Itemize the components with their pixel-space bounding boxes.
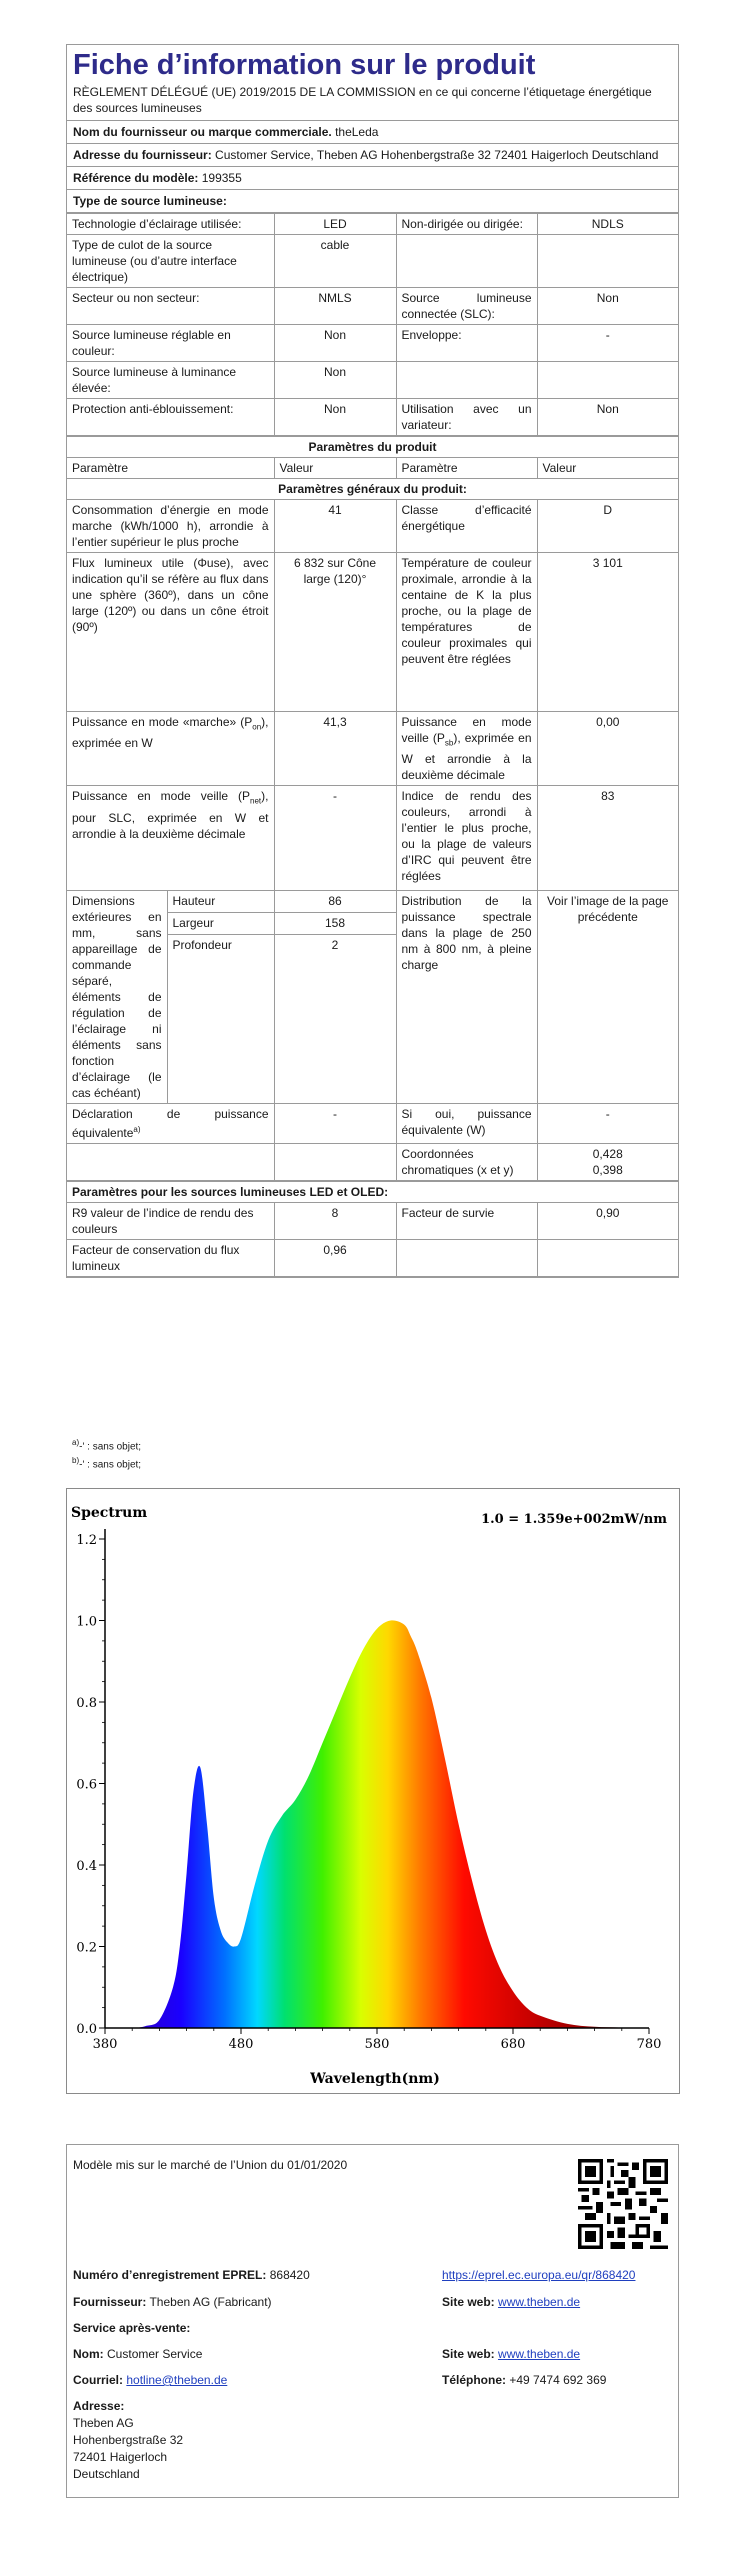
cell-value: - [274, 1104, 396, 1144]
supplier-address-value: Customer Service, Theben AG Hohenbergstraße 32 72401 Haigerloch Deutschland [215, 148, 659, 162]
table-row [67, 325, 678, 362]
supplier-address-label: Adresse du fournisseur: [73, 148, 212, 162]
table-row [67, 288, 678, 325]
cell-value [537, 235, 678, 288]
table-row [67, 891, 678, 913]
cell-label: Enveloppe: [396, 325, 537, 362]
psb-label-end: ), exprimée en W et arrondie à la deuxième décimale [401, 731, 532, 783]
eprel-card [66, 2144, 679, 2498]
cell-value: 0,90 [537, 1203, 678, 1240]
table-row [67, 712, 678, 786]
email-label: Courriel: [73, 2373, 124, 2387]
cell-value: - [537, 1104, 678, 1144]
address-line: Deutschland [73, 2467, 140, 2481]
supplier-name-row [67, 121, 678, 144]
address-heading: Adresse: [73, 2399, 125, 2413]
supplier-name-label: Nom du fournisseur ou marque commerciale. [73, 125, 332, 139]
service-website-label: Site web: [442, 2347, 495, 2361]
model-reference-label: Référence du modèle: [73, 171, 199, 185]
cell-label: Non-dirigée ou dirigée: [396, 214, 537, 235]
plot-area [76, 1529, 661, 2052]
cell-value [537, 362, 678, 399]
supplier-name-value: theLeda [335, 125, 379, 139]
general-params-heading: Paramètres généraux du produit: [67, 479, 678, 500]
column-header: Valeur [274, 458, 396, 479]
service-name-label: Nom: [73, 2347, 104, 2361]
pnet-label: Puissance en mode veille (P [72, 789, 251, 804]
cell-value: 41,3 [274, 712, 396, 786]
cell-value: 3 101 [537, 553, 678, 712]
cell-value [537, 1144, 678, 1181]
cell-value: Non [274, 399, 396, 436]
pon-label: Puissance en mode «marche» (P [72, 715, 253, 729]
y-tick-label: 0.4 [76, 1859, 97, 1874]
cell-value: 41 [274, 500, 396, 553]
service-website-row [442, 2346, 580, 2362]
dimensions-label: Dimensions extérieures en mm, sans appareillage de commande séparé, éléments de régulation de l’éclairage ni éléments sans fonction d’éclairage (le cas échéant) [67, 891, 167, 1104]
phone-row [442, 2372, 606, 2388]
cell-value: LED [274, 214, 396, 235]
supplier-value: Theben AG (Fabricant) [149, 2295, 272, 2309]
x-tick-label: 780 [636, 2037, 662, 2052]
service-name-value: Customer Service [107, 2347, 203, 2361]
dimension-depth-label: Profondeur [167, 935, 274, 1104]
cell-label: Utilisation avec un variateur: [396, 399, 537, 436]
cell-label [67, 786, 274, 891]
dimension-height-value: 86 [274, 891, 396, 913]
source-type-heading-text: Type de source lumineuse: [73, 194, 227, 208]
cell-label [396, 712, 537, 786]
x-tick-label: 380 [92, 2037, 118, 2052]
email-row [73, 2372, 227, 2388]
cell-label: Source lumineuse à luminance élevée: [67, 362, 274, 399]
cell-label: Secteur ou non secteur: [67, 288, 274, 325]
table-row [67, 399, 678, 436]
eprel-number-value: 868420 [269, 2268, 310, 2282]
cell-label: Source lumineuse réglable en couleur: [67, 325, 274, 362]
cell-label: Indice de rendu des couleurs, arrondi à l’entier le plus proche, ou la plage de valeurs d’IRC qui peuvent être réglées [396, 786, 537, 891]
footnote-mark: a) [72, 1438, 80, 1447]
spectrum-area [105, 1620, 649, 2028]
supplier-address-row [67, 144, 678, 167]
cell-value: NMLS [274, 288, 396, 325]
product-information-sheet [66, 44, 679, 1278]
y-tick-label: 1.2 [76, 1533, 97, 1548]
qr-code-icon [578, 2159, 668, 2249]
eprel-link[interactable]: https://eprel.ec.europa.eu/qr/868420 [442, 2268, 636, 2282]
x-axis-label: Wavelength(nm) [310, 2071, 440, 2087]
cell-empty [274, 1144, 396, 1181]
website-row [442, 2294, 580, 2310]
pon-label-end: ), exprimée en W [72, 715, 269, 751]
after-sales-heading: Service après-vente: [73, 2321, 191, 2335]
column-header: Paramètre [67, 458, 274, 479]
y-tick-label: 0.8 [76, 1696, 97, 1711]
eprel-number-label: Numéro d’enregistrement EPREL: [73, 2268, 267, 2282]
table-row [67, 214, 678, 235]
cell-label [396, 235, 537, 288]
table-row [67, 1203, 678, 1240]
x-tick-label: 480 [228, 2037, 254, 2052]
cell-value: 83 [537, 786, 678, 891]
cell-label: Classe d’efficacité énergétique [396, 500, 537, 553]
psb-subscript: sb [444, 738, 454, 748]
cell-value: Non [537, 399, 678, 436]
equivalent-power-label: Déclaration de puissance équivalente [72, 1107, 269, 1141]
footnote-text: -' : sans objet; [79, 1441, 142, 1453]
table-row [67, 500, 678, 553]
address-line: Hohenbergstraße 32 [73, 2433, 184, 2447]
footnote-mark: b) [72, 1456, 80, 1465]
y-tick-label: 0.6 [76, 1777, 97, 1793]
cell-label [67, 712, 274, 786]
footnote-text: -' : sans objet; [79, 1459, 142, 1471]
chroma-x-value: 0,428 [592, 1147, 623, 1162]
column-header: Paramètre [396, 458, 537, 479]
phone-label: Téléphone: [442, 2373, 507, 2387]
column-header: Valeur [537, 458, 678, 479]
dimension-height-label: Hauteur [167, 891, 274, 913]
table-row [67, 786, 678, 891]
cell-value: D [537, 500, 678, 553]
address-line: Theben AG [73, 2416, 134, 2430]
spectral-distribution-label: Distribution de la puissance spectrale dans la plage de 250 nm à 800 nm, à pleine charge [396, 891, 537, 1104]
led-params-heading: Paramètres pour les sources lumineuses LED et OLED: [67, 1182, 678, 1203]
service-name-row [73, 2346, 202, 2362]
table-row [67, 553, 678, 712]
y-tick-label: 0.2 [76, 1940, 97, 1956]
email-link[interactable]: hotline@theben.de [126, 2373, 228, 2387]
dimension-depth-value: 2 [274, 935, 396, 1104]
chart-title: Spectrum [71, 1505, 148, 1521]
cell-value: Non [274, 362, 396, 399]
cell-value: 6 832 sur Cône large (120)° [274, 553, 396, 712]
pnet-label-end: ), pour SLC, exprimée en W et arrondie à la deuxième décimale [72, 789, 269, 841]
cell-empty [67, 1144, 274, 1181]
y-tick-label: 0.0 [76, 2022, 97, 2037]
table-row [67, 479, 678, 500]
table-row [67, 1104, 678, 1144]
table-row [67, 458, 678, 479]
regulation-text: RÈGLEMENT DÉLÉGUÉ (UE) 2019/2015 DE LA COMMISSION en ce qui concerne l’étiquetage énergétique des sources lumineuses [67, 83, 678, 121]
service-website-link[interactable]: www.theben.de [498, 2347, 581, 2361]
source-type-heading [67, 190, 678, 213]
pon-subscript: on [252, 722, 262, 732]
cell-value: - [274, 786, 396, 891]
cell-label: Facteur de survie [396, 1203, 537, 1240]
model-reference-value: 199355 [201, 171, 242, 185]
table-row [67, 362, 678, 399]
cell-empty [396, 1240, 537, 1277]
page-title: Fiche d’information sur le produit [73, 49, 536, 81]
cell-value: 8 [274, 1203, 396, 1240]
chroma-y-value: 0,398 [592, 1163, 623, 1178]
table-row [67, 1240, 678, 1277]
spectral-distribution-value: Voir l’image de la page précédente [537, 891, 678, 1104]
cell-label: Consommation d’énergie en mode marche (kWh/1000 h), arrondie à l’entier supérieur le plus proche [67, 500, 274, 553]
product-parameters-table [67, 436, 678, 1181]
footnote-b [72, 1454, 141, 1472]
cell-label: Protection anti-éblouissement: [67, 399, 274, 436]
cell-value: 0,96 [274, 1240, 396, 1277]
cell-label: Technologie d’éclairage utilisée: [67, 214, 274, 235]
table-row [67, 235, 678, 288]
model-reference-row [67, 167, 678, 190]
market-date-text: Modèle mis sur le marché de l’Union du 01/01/2020 [73, 2158, 348, 2172]
source-type-table [67, 213, 678, 436]
supplier-row [73, 2294, 272, 2310]
table-row [67, 437, 678, 458]
supplier-label: Fournisseur: [73, 2295, 147, 2309]
cell-empty [537, 1240, 678, 1277]
cell-label: Si oui, puissance équivalente (W) [396, 1104, 537, 1144]
spectrum-chart [66, 1488, 680, 2094]
psb-label: Puissance en mode veille (P [401, 715, 532, 745]
cell-label: Type de culot de la source lumineuse (ou d’autre interface électrique) [67, 235, 274, 288]
eprel-number-row [73, 2267, 310, 2283]
address-line: 72401 Haigerloch [73, 2450, 168, 2464]
cell-value: Non [537, 288, 678, 325]
footnote-mark: a) [133, 1125, 141, 1135]
dimension-width-value: 158 [274, 913, 396, 935]
cell-value: 0,00 [537, 712, 678, 786]
cell-label: Coordonnées chromatiques (x et y) [396, 1144, 537, 1181]
spectrum-svg [67, 1489, 679, 2093]
x-tick-label: 680 [500, 2037, 526, 2052]
table-row [67, 1144, 678, 1181]
chart-annotation: 1.0 = 1.359e+002mW/nm [481, 1512, 667, 1527]
cell-label [67, 1104, 274, 1144]
pnet-subscript: net [250, 796, 262, 806]
x-tick-label: 580 [364, 2037, 390, 2052]
table-row [67, 1182, 678, 1203]
cell-value: - [537, 325, 678, 362]
cell-label: Flux lumineux utile (Φuse), avec indication qu’il se réfère au flux dans une sphère (360º), dans un cône large (120º) ou dans un cône étroit (90º) [67, 553, 274, 712]
led-parameters-table [67, 1181, 678, 1277]
footnote-a [72, 1436, 141, 1454]
dimension-width-label: Largeur [167, 913, 274, 935]
cell-label: Facteur de conservation du flux lumineux [67, 1240, 274, 1277]
cell-label: R9 valeur de l’indice de rendu des couleurs [67, 1203, 274, 1240]
cell-value: NDLS [537, 214, 678, 235]
cell-label: Température de couleur proximale, arrondie à la centaine de K la plus proche, ou la plage de températures de couleur proximales qui peuvent être réglées [396, 553, 537, 712]
cell-value: Non [274, 325, 396, 362]
cell-label: Source lumineuse connectée (SLC): [396, 288, 537, 325]
phone-value: +49 7474 692 369 [509, 2373, 607, 2387]
website-label: Site web: [442, 2295, 495, 2309]
cell-value: cable [274, 235, 396, 288]
product-params-heading: Paramètres du produit [67, 437, 678, 458]
cell-label [396, 362, 537, 399]
website-link[interactable]: www.theben.de [498, 2295, 581, 2309]
y-tick-label: 1.0 [76, 1614, 97, 1630]
